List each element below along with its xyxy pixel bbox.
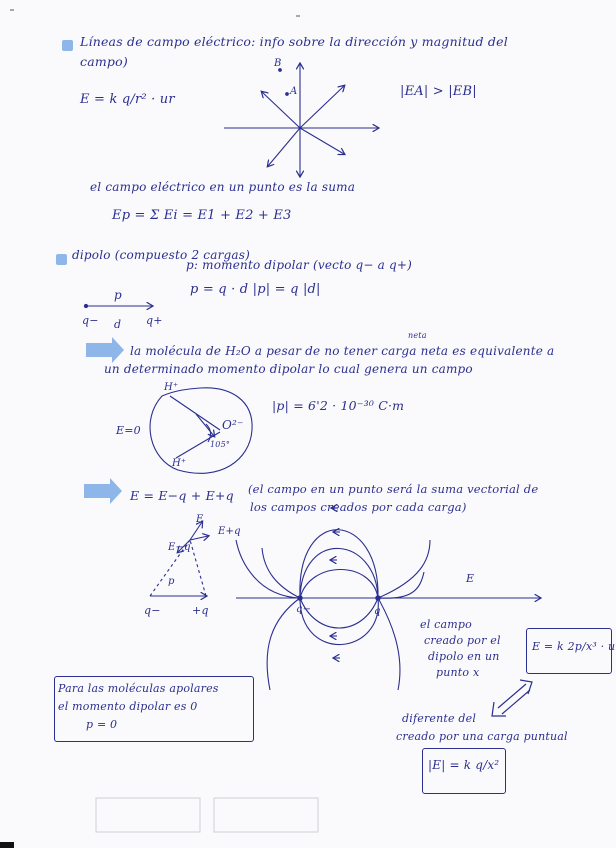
charge-label-negative: q− bbox=[82, 314, 99, 327]
vector-label-eminus: E−q bbox=[168, 542, 191, 553]
section1-heading: Líneas de campo eléctrico: info sobre la dirección y magnitud del bbox=[80, 34, 508, 49]
water-dipole-value: |p| = 6'2 · 10⁻³⁰ C·m bbox=[272, 398, 405, 413]
apolar-note-line1: Para las moléculas apolares bbox=[58, 682, 219, 695]
dipole-charge-negative: q− bbox=[296, 604, 312, 615]
bond-angle-label: 105° bbox=[210, 440, 231, 449]
corner-mark bbox=[0, 842, 14, 848]
dipole-moment-definition: p: momento dipolar (vecto q− a q+) bbox=[186, 258, 413, 272]
margin-marks bbox=[10, 10, 300, 16]
dipole-field-text-4: punto x bbox=[436, 666, 480, 679]
radial-field-lines-diagram bbox=[224, 64, 378, 176]
field-magnitude-compare: |EA| > |EB| bbox=[400, 84, 477, 99]
axis-label-e: E bbox=[466, 572, 475, 585]
dipole-vector-label: p bbox=[114, 288, 122, 302]
charge-label-positive-2: +q bbox=[192, 604, 209, 617]
water-superscript: neta bbox=[408, 331, 427, 340]
dipole-field-text-2: creado por el bbox=[424, 634, 501, 647]
water-molecule-diagram bbox=[150, 388, 252, 474]
field-sum-formula: Ep = Σ Ei = E1 + E2 + E3 bbox=[112, 208, 292, 223]
zero-field-label: E=0 bbox=[116, 424, 141, 437]
field-sum-text: el campo eléctrico en un punto es la suma bbox=[90, 180, 356, 194]
water-molecule-text-cont: un determinado momento dipolar lo cual genera un campo bbox=[104, 362, 473, 376]
point-label-b: B bbox=[274, 58, 282, 69]
point-charge-formula: |E| = k q/x² bbox=[428, 758, 500, 772]
superposition-text-cont: los campos creados por cada carga) bbox=[250, 500, 467, 514]
vector-label-e: E bbox=[196, 514, 204, 525]
section2-heading: dipolo (compuesto 2 cargas) bbox=[72, 248, 250, 262]
superposition-text: (el campo en un punto será la suma vectorial de bbox=[248, 482, 539, 496]
hydrogen-top-label: H⁺ bbox=[164, 382, 179, 393]
comparison-arrow bbox=[492, 680, 532, 716]
superposition-vector-diagram bbox=[150, 522, 208, 596]
section1-heading-cont: campo) bbox=[80, 54, 128, 69]
dipole-moment-formula: p = q · d |p| = q |d| bbox=[190, 282, 321, 297]
oxygen-label: O²⁻ bbox=[222, 418, 244, 432]
point-label-a: A bbox=[290, 86, 298, 97]
apolar-note-line3: p = 0 bbox=[86, 718, 118, 731]
vector-label-p: p bbox=[168, 576, 175, 587]
hydrogen-bottom-label: H⁺ bbox=[172, 458, 187, 469]
dipole-field-text: el campo bbox=[420, 618, 472, 631]
apolar-note-line2: el momento dipolar es 0 bbox=[58, 700, 198, 713]
charge-label-positive: q+ bbox=[146, 314, 163, 327]
dipole-field-formula: E = k 2p/x³ · u bbox=[532, 640, 616, 653]
dipole-charge-positive: q bbox=[374, 606, 381, 617]
section-arrow-bullets bbox=[84, 337, 124, 504]
difference-text-2: creado por una carga puntual bbox=[396, 730, 568, 743]
distance-label: d bbox=[114, 318, 122, 331]
dipole-field-lines-diagram bbox=[236, 508, 540, 690]
difference-text: diferente del bbox=[402, 712, 477, 725]
superposition-formula: E = E−q + E+q bbox=[130, 488, 234, 503]
water-molecule-text: la molécula de H₂O a pesar de no tener carga neta es equivalente a bbox=[130, 344, 555, 358]
coulomb-field-formula: E = k q/r² · ur bbox=[80, 92, 175, 107]
faint-bottom-marks bbox=[96, 798, 318, 832]
charge-label-negative-2: q− bbox=[144, 604, 161, 617]
dipole-field-text-3: dipolo en un bbox=[428, 650, 500, 663]
dipole-vector-diagram bbox=[84, 304, 152, 307]
vector-label-eplus: E+q bbox=[218, 526, 241, 537]
